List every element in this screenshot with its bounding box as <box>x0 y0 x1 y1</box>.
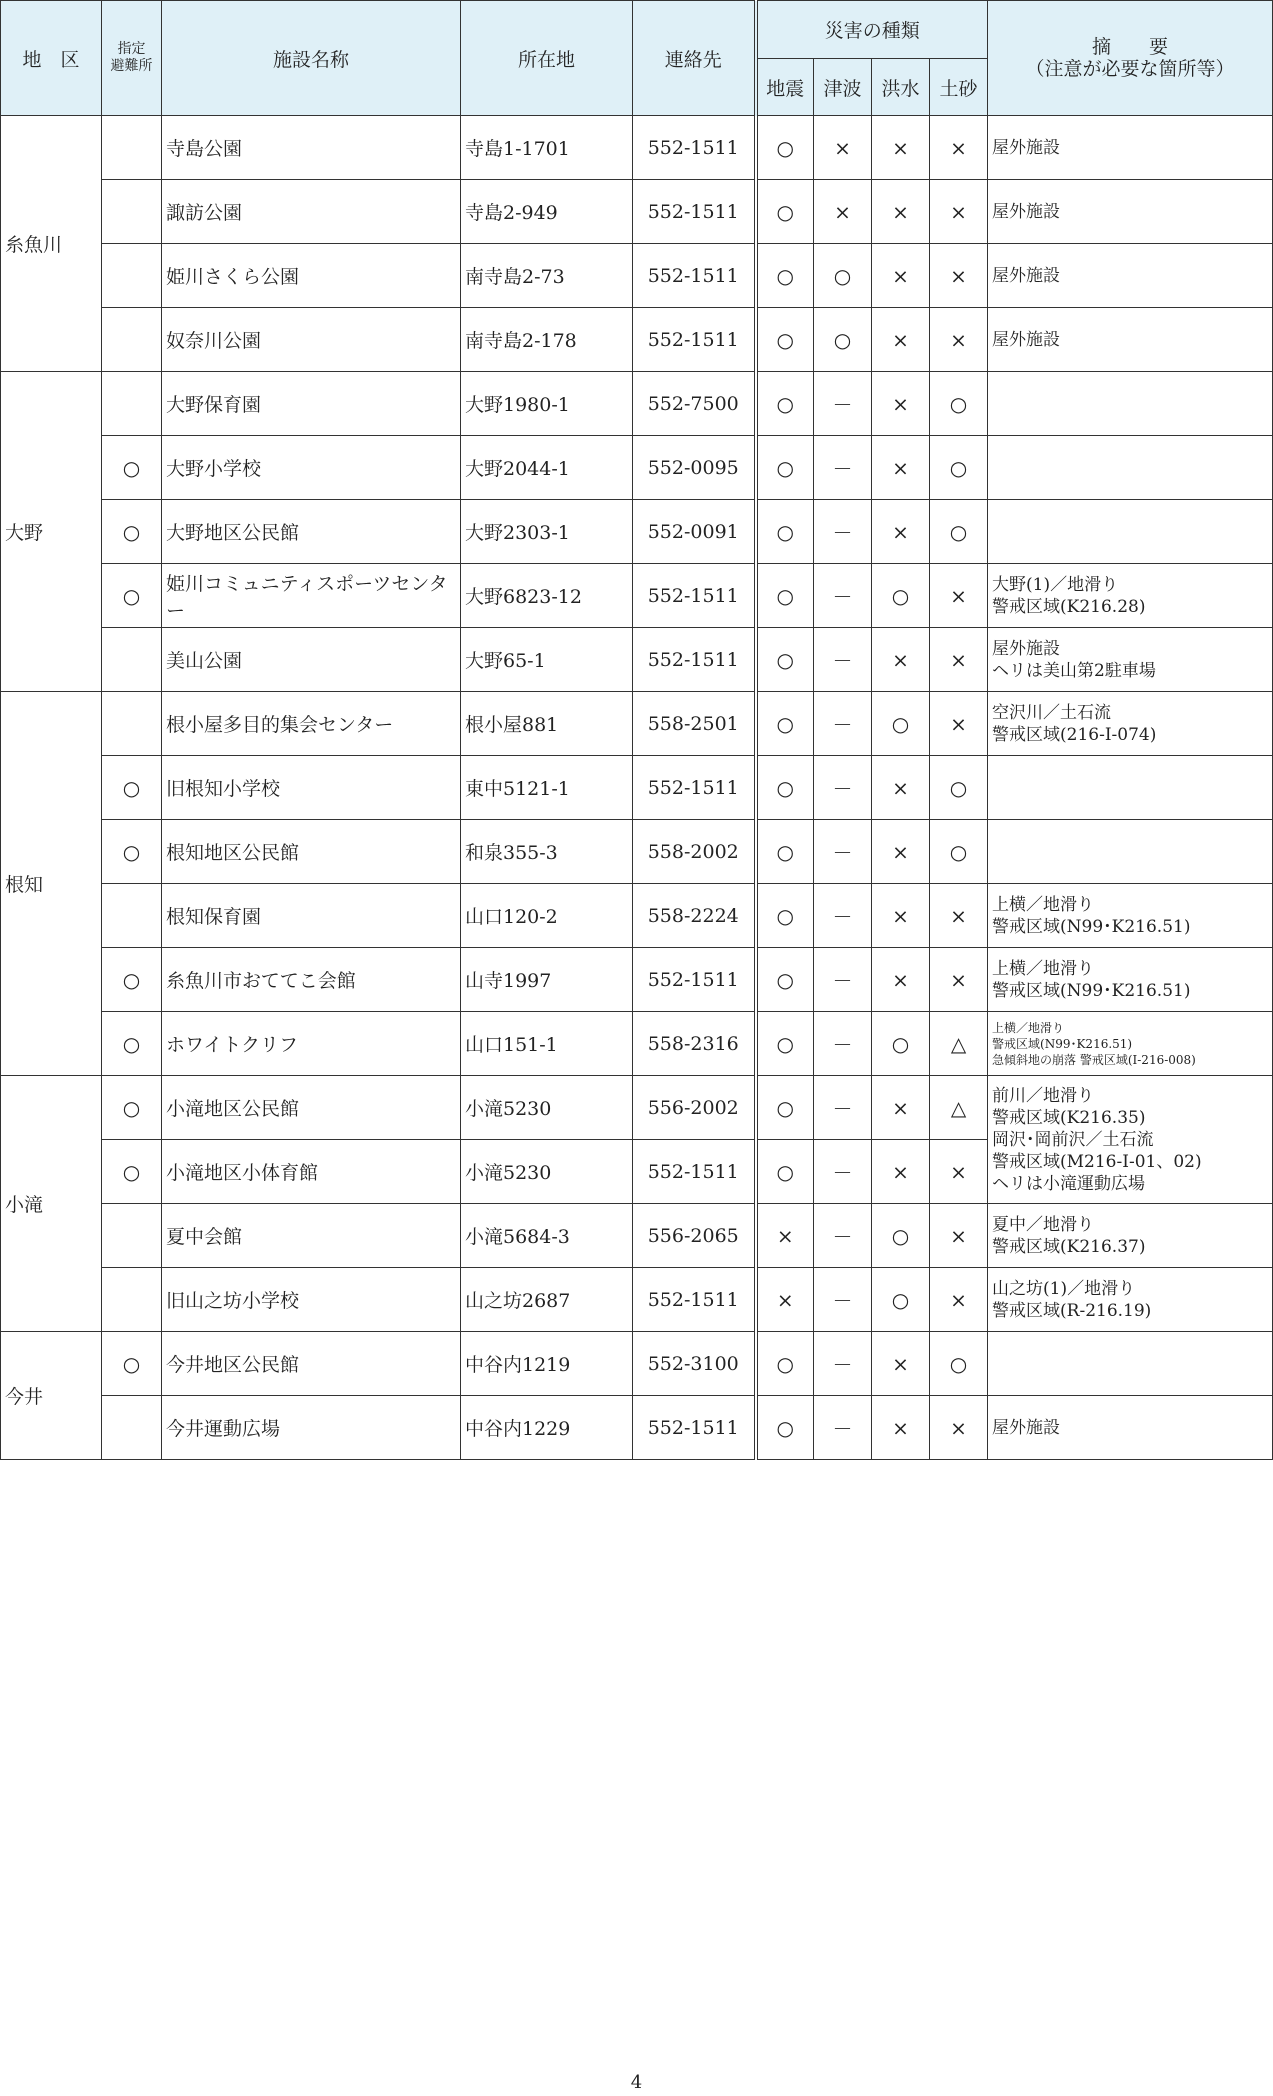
facility-address: 和泉355-3 <box>461 820 633 884</box>
tsunami-mark: × <box>814 180 872 244</box>
designated-shelter-mark <box>102 116 162 180</box>
landslide-mark: × <box>930 564 988 628</box>
remarks-line: 警戒区域(N99･K216.51) <box>992 980 1191 1001</box>
table-row <box>1 1076 1273 1140</box>
facility-name: 大野小学校 <box>162 436 461 500</box>
remarks-cell <box>988 1268 1273 1332</box>
landslide-mark: × <box>930 948 988 1012</box>
facility-contact: 552-1511 <box>633 180 756 244</box>
tsunami-mark: － <box>814 948 872 1012</box>
facility-name: 今井地区公民館 <box>162 1332 461 1396</box>
table-row <box>1 948 1273 1012</box>
tsunami-mark: ○ <box>814 244 872 308</box>
landslide-mark: × <box>930 244 988 308</box>
earthquake-mark: ○ <box>756 436 814 500</box>
header-landslide: 土砂 <box>930 59 988 116</box>
header-address: 所在地 <box>461 1 633 116</box>
facility-name: 糸魚川市おててこ会館 <box>162 948 461 1012</box>
facility-name: 根知保育園 <box>162 884 461 948</box>
facility-contact: 552-1511 <box>633 308 756 372</box>
facility-contact: 552-1511 <box>633 948 756 1012</box>
designated-shelter-mark: ○ <box>102 948 162 1012</box>
flood-mark: ○ <box>872 692 930 756</box>
earthquake-mark: ○ <box>756 948 814 1012</box>
remarks-line: 上横／地滑り <box>992 1020 1065 1035</box>
designated-shelter-mark: ○ <box>102 1140 162 1204</box>
facility-address: 山口151-1 <box>461 1012 633 1076</box>
table-row <box>1 1268 1273 1332</box>
earthquake-mark: ○ <box>756 1076 814 1140</box>
remarks-line: 警戒区域(N99･K216.51) <box>992 1036 1133 1051</box>
tsunami-mark: ○ <box>814 308 872 372</box>
landslide-mark: ○ <box>930 436 988 500</box>
facility-contact: 552-1511 <box>633 1396 756 1460</box>
designated-shelter-mark <box>102 1204 162 1268</box>
flood-mark: ○ <box>872 1012 930 1076</box>
table-row <box>1 116 1273 180</box>
remarks-cell <box>988 116 1273 180</box>
flood-mark: × <box>872 116 930 180</box>
facility-name: 夏中会館 <box>162 1204 461 1268</box>
facility-address: 南寺島2-73 <box>461 244 633 308</box>
earthquake-mark: ○ <box>756 180 814 244</box>
facility-contact: 556-2065 <box>633 1204 756 1268</box>
remarks-cell <box>988 308 1273 372</box>
tsunami-mark: － <box>814 500 872 564</box>
landslide-mark: ○ <box>930 500 988 564</box>
earthquake-mark: ○ <box>756 820 814 884</box>
facility-address: 小滝5230 <box>461 1076 633 1140</box>
flood-mark: ○ <box>872 564 930 628</box>
remarks-line: ヘリは美山第2駐車場 <box>992 660 1156 681</box>
facility-address: 大野6823-12 <box>461 564 633 628</box>
facility-name: 今井運動広場 <box>162 1396 461 1460</box>
earthquake-mark: × <box>756 1204 814 1268</box>
remarks-cell <box>988 180 1273 244</box>
header-tsunami: 津波 <box>814 59 872 116</box>
remarks-line: 岡沢･岡前沢／土石流 <box>992 1129 1154 1150</box>
tsunami-mark: － <box>814 692 872 756</box>
designated-shelter-mark: ○ <box>102 820 162 884</box>
facility-contact: 552-0091 <box>633 500 756 564</box>
remarks-cell <box>988 884 1273 948</box>
designated-shelter-mark: ○ <box>102 500 162 564</box>
facility-address: 山之坊2687 <box>461 1268 633 1332</box>
remarks-line: 警戒区域(K216.35) <box>992 1107 1146 1128</box>
facility-name: 旧根知小学校 <box>162 756 461 820</box>
remarks-line: 空沢川／土石流 <box>992 702 1112 723</box>
district-cell: 小滝 <box>1 1076 102 1332</box>
remarks-cell <box>988 372 1273 436</box>
remarks-line: 警戒区域(K216.37) <box>992 1236 1146 1257</box>
designated-shelter-mark: ○ <box>102 1012 162 1076</box>
flood-mark: × <box>872 756 930 820</box>
tsunami-mark: － <box>814 436 872 500</box>
remarks-cell <box>988 692 1273 756</box>
tsunami-mark: － <box>814 1204 872 1268</box>
tsunami-mark: － <box>814 1140 872 1204</box>
header-facility: 施設名称 <box>162 1 461 116</box>
earthquake-mark: ○ <box>756 500 814 564</box>
earthquake-mark: ○ <box>756 116 814 180</box>
facility-address: 根小屋881 <box>461 692 633 756</box>
remarks-line: 前川／地滑り <box>992 1085 1095 1106</box>
facility-contact: 558-2316 <box>633 1012 756 1076</box>
designated-shelter-mark <box>102 372 162 436</box>
flood-mark: × <box>872 1332 930 1396</box>
remarks-cell <box>988 820 1273 884</box>
flood-mark: × <box>872 948 930 1012</box>
tsunami-mark: － <box>814 884 872 948</box>
remarks-line: 山之坊(1)／地滑り <box>992 1278 1136 1299</box>
facility-name: 寺島公園 <box>162 116 461 180</box>
facility-address: 中谷内1219 <box>461 1332 633 1396</box>
facility-name: 奴奈川公園 <box>162 308 461 372</box>
designated-shelter-mark <box>102 628 162 692</box>
earthquake-mark: ○ <box>756 692 814 756</box>
designated-shelter-mark: ○ <box>102 1076 162 1140</box>
landslide-mark: ○ <box>930 820 988 884</box>
facility-contact: 552-1511 <box>633 756 756 820</box>
table-row <box>1 628 1273 692</box>
table-row <box>1 564 1273 628</box>
remarks-line: 屋外施設 <box>992 329 1061 350</box>
earthquake-mark: ○ <box>756 372 814 436</box>
facility-address: 山口120-2 <box>461 884 633 948</box>
remarks-line: ヘリは小滝運動広場 <box>992 1173 1146 1194</box>
header-disaster-types: 災害の種類 <box>756 1 988 59</box>
district-cell: 根知 <box>1 692 102 1076</box>
table-row <box>1 884 1273 948</box>
designated-shelter-mark: ○ <box>102 756 162 820</box>
district-cell: 糸魚川 <box>1 116 102 372</box>
facility-name: 大野地区公民館 <box>162 500 461 564</box>
landslide-mark: × <box>930 692 988 756</box>
landslide-mark: × <box>930 180 988 244</box>
remarks-line: 警戒区域(M216-I-01、02) <box>992 1151 1202 1172</box>
landslide-mark: × <box>930 1268 988 1332</box>
district-cell: 大野 <box>1 372 102 692</box>
flood-mark: × <box>872 1140 930 1204</box>
designated-shelter-mark <box>102 884 162 948</box>
designated-shelter-mark <box>102 1396 162 1460</box>
earthquake-mark: ○ <box>756 564 814 628</box>
facility-address: 南寺島2-178 <box>461 308 633 372</box>
landslide-mark: △ <box>930 1076 988 1140</box>
facility-address: 大野2303-1 <box>461 500 633 564</box>
designated-shelter-mark <box>102 692 162 756</box>
header-remarks: 摘 要 （注意が必要な箇所等） <box>988 1 1273 116</box>
remarks-cell <box>988 948 1273 1012</box>
facility-name: 根知地区公民館 <box>162 820 461 884</box>
remarks-line: 屋外施設 <box>992 201 1061 222</box>
remarks-cell <box>988 500 1273 564</box>
facility-name: 姫川コミュニティスポーツセンター <box>162 564 461 628</box>
facility-name: ホワイトクリフ <box>162 1012 461 1076</box>
facility-name: 小滝地区公民館 <box>162 1076 461 1140</box>
facility-address: 大野1980-1 <box>461 372 633 436</box>
designated-shelter-mark: ○ <box>102 1332 162 1396</box>
table-row <box>1 1012 1273 1076</box>
tsunami-mark: － <box>814 1332 872 1396</box>
flood-mark: ○ <box>872 1268 930 1332</box>
facility-contact: 552-1511 <box>633 244 756 308</box>
facility-address: 中谷内1229 <box>461 1396 633 1460</box>
facility-contact: 558-2501 <box>633 692 756 756</box>
remarks-line: 警戒区域(K216.28) <box>992 596 1146 617</box>
remarks-line: 警戒区域(216-I-074) <box>992 724 1157 745</box>
tsunami-mark: － <box>814 1076 872 1140</box>
table-row <box>1 820 1273 884</box>
facility-name: 美山公園 <box>162 628 461 692</box>
tsunami-mark: － <box>814 756 872 820</box>
earthquake-mark: ○ <box>756 1140 814 1204</box>
facility-address: 小滝5230 <box>461 1140 633 1204</box>
flood-mark: × <box>872 884 930 948</box>
earthquake-mark: ○ <box>756 1332 814 1396</box>
landslide-mark: ○ <box>930 1332 988 1396</box>
earthquake-mark: ○ <box>756 244 814 308</box>
remarks-cell <box>988 244 1273 308</box>
earthquake-mark: ○ <box>756 1012 814 1076</box>
earthquake-mark: ○ <box>756 628 814 692</box>
tsunami-mark: － <box>814 1396 872 1460</box>
earthquake-mark: ○ <box>756 756 814 820</box>
facility-name: 根小屋多目的集会センター <box>162 692 461 756</box>
remarks-line: 屋外施設 <box>992 137 1061 158</box>
remarks-cell <box>988 628 1273 692</box>
header-earthquake: 地震 <box>756 59 814 116</box>
facility-address: 東中5121-1 <box>461 756 633 820</box>
header-contact: 連絡先 <box>633 1 756 116</box>
facility-contact: 552-7500 <box>633 372 756 436</box>
remarks-cell <box>988 1332 1273 1396</box>
designated-shelter-mark <box>102 308 162 372</box>
remarks-line: 急傾斜地の崩落 警戒区域(I-216-008) <box>992 1052 1196 1067</box>
landslide-mark: × <box>930 116 988 180</box>
flood-mark: ○ <box>872 1204 930 1268</box>
flood-mark: × <box>872 372 930 436</box>
facility-contact: 552-1511 <box>633 1268 756 1332</box>
facility-address: 寺島2-949 <box>461 180 633 244</box>
table-row <box>1 436 1273 500</box>
table-row <box>1 500 1273 564</box>
tsunami-mark: － <box>814 1012 872 1076</box>
table-row <box>1 1204 1273 1268</box>
facility-contact: 552-1511 <box>633 1140 756 1204</box>
table-row <box>1 180 1273 244</box>
earthquake-mark: × <box>756 1268 814 1332</box>
earthquake-mark: ○ <box>756 1396 814 1460</box>
landslide-mark: × <box>930 628 988 692</box>
header-flood: 洪水 <box>872 59 930 116</box>
remarks-cell <box>988 1396 1273 1460</box>
earthquake-mark: ○ <box>756 308 814 372</box>
facility-contact: 558-2224 <box>633 884 756 948</box>
tsunami-mark: － <box>814 628 872 692</box>
facility-address: 山寺1997 <box>461 948 633 1012</box>
designated-shelter-mark: ○ <box>102 436 162 500</box>
facility-name: 小滝地区小体育館 <box>162 1140 461 1204</box>
facility-name: 大野保育園 <box>162 372 461 436</box>
facility-contact: 552-1511 <box>633 564 756 628</box>
remarks-line: 大野(1)／地滑り <box>992 574 1119 595</box>
designated-shelter-mark: ○ <box>102 564 162 628</box>
tsunami-mark: － <box>814 1268 872 1332</box>
remarks-line: 警戒区域(R-216.19) <box>992 1300 1152 1321</box>
district-cell: 今井 <box>1 1332 102 1460</box>
facility-name: 旧山之坊小学校 <box>162 1268 461 1332</box>
facility-name: 姫川さくら公園 <box>162 244 461 308</box>
table-row <box>1 692 1273 756</box>
landslide-mark: ○ <box>930 756 988 820</box>
landslide-mark: × <box>930 1140 988 1204</box>
header-district: 地 区 <box>1 1 102 116</box>
flood-mark: × <box>872 308 930 372</box>
designated-shelter-mark <box>102 244 162 308</box>
facility-address: 大野65-1 <box>461 628 633 692</box>
remarks-cell <box>988 436 1273 500</box>
tsunami-mark: － <box>814 564 872 628</box>
table-row <box>1 756 1273 820</box>
remarks-cell <box>988 756 1273 820</box>
landslide-mark: × <box>930 884 988 948</box>
remarks-line: 屋外施設 <box>992 638 1061 659</box>
facility-name: 諏訪公園 <box>162 180 461 244</box>
flood-mark: × <box>872 1076 930 1140</box>
flood-mark: × <box>872 180 930 244</box>
table-row <box>1 372 1273 436</box>
landslide-mark: × <box>930 308 988 372</box>
facility-address: 寺島1-1701 <box>461 116 633 180</box>
tsunami-mark: × <box>814 116 872 180</box>
facility-contact: 558-2002 <box>633 820 756 884</box>
facility-contact: 552-3100 <box>633 1332 756 1396</box>
page-number: 4 <box>630 2072 643 2093</box>
remarks-cell <box>988 1012 1273 1076</box>
remarks-line: 上横／地滑り <box>992 894 1095 915</box>
flood-mark: × <box>872 628 930 692</box>
remarks-line: 屋外施設 <box>992 265 1061 286</box>
tsunami-mark: － <box>814 820 872 884</box>
table-row <box>1 1332 1273 1396</box>
flood-mark: × <box>872 500 930 564</box>
table-row <box>1 244 1273 308</box>
facility-address: 大野2044-1 <box>461 436 633 500</box>
flood-mark: × <box>872 436 930 500</box>
tsunami-mark: － <box>814 372 872 436</box>
flood-mark: × <box>872 820 930 884</box>
facility-contact: 552-0095 <box>633 436 756 500</box>
remarks-cell <box>988 1076 1273 1204</box>
table-body <box>1 116 1273 1460</box>
designated-shelter-mark <box>102 180 162 244</box>
facility-contact: 556-2002 <box>633 1076 756 1140</box>
landslide-mark: ○ <box>930 372 988 436</box>
earthquake-mark: ○ <box>756 884 814 948</box>
flood-mark: × <box>872 1396 930 1460</box>
remarks-line: 警戒区域(N99･K216.51) <box>992 916 1191 937</box>
remarks-cell <box>988 1204 1273 1268</box>
table-row <box>1 308 1273 372</box>
landslide-mark: △ <box>930 1012 988 1076</box>
landslide-mark: × <box>930 1396 988 1460</box>
header-designated: 指定 避難所 <box>102 1 162 116</box>
designated-shelter-mark <box>102 1268 162 1332</box>
remarks-line: 夏中／地滑り <box>992 1214 1095 1235</box>
table-row <box>1 1396 1273 1460</box>
remarks-cell <box>988 564 1273 628</box>
landslide-mark: × <box>930 1204 988 1268</box>
facility-contact: 552-1511 <box>633 628 756 692</box>
facility-contact: 552-1511 <box>633 116 756 180</box>
remarks-line: 屋外施設 <box>992 1417 1061 1438</box>
remarks-line: 上横／地滑り <box>992 958 1095 979</box>
flood-mark: × <box>872 244 930 308</box>
facility-address: 小滝5684-3 <box>461 1204 633 1268</box>
